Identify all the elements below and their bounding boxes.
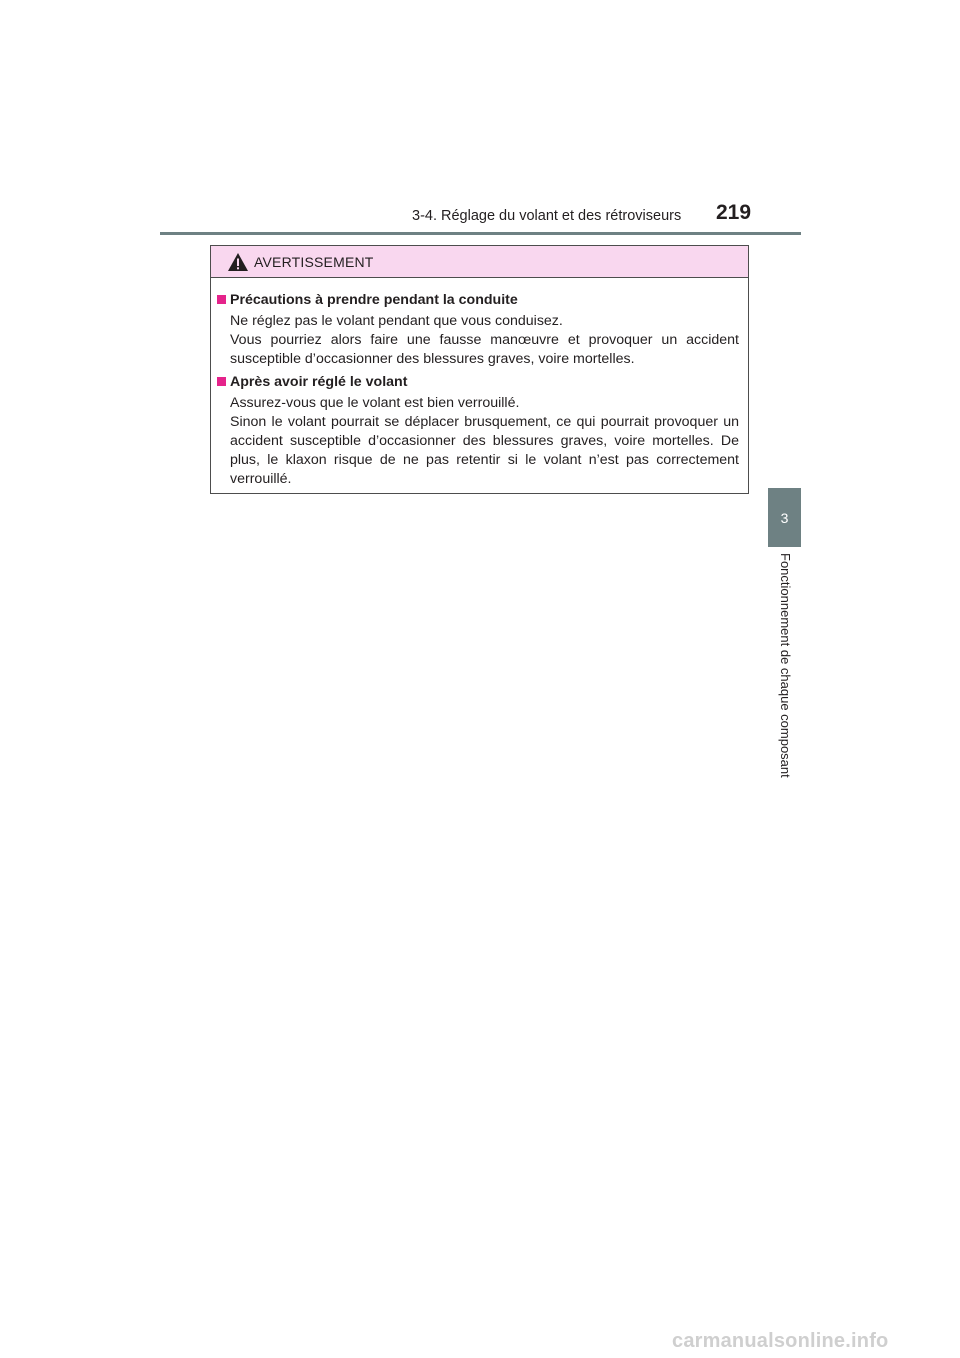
section-heading	[217, 291, 739, 310]
section-heading-text: Après avoir réglé le volant	[230, 374, 408, 390]
square-bullet-icon	[217, 295, 226, 304]
paragraph: Ne réglez pas le volant pendant que vous conduisez.	[230, 313, 563, 329]
section-heading-text: Précautions à prendre pendant la conduite	[230, 292, 518, 308]
warning-section-after-adjusting	[217, 373, 739, 489]
chapter-label: Fonctionnement de chaque composant	[778, 553, 793, 778]
header-rule	[160, 232, 801, 235]
section-text	[217, 394, 739, 489]
paragraph: Sinon le volant pourrait se déplacer brusquement, ce qui pourrait provoquer un accident susceptible d’occasionner des blessures graves, voire mortelles. De plus, le klaxon risque de ne pas retentir si le volant n’est pas correctement verrouillé.	[230, 414, 739, 487]
warning-title: AVERTISSEMENT	[254, 253, 374, 270]
page-number: 219	[716, 201, 752, 224]
section-title: 3-4. Réglage du volant et des rétroviseurs	[412, 208, 682, 224]
section-text	[217, 312, 739, 369]
warning-section-driving	[217, 291, 739, 369]
chapter-tab[interactable]	[768, 488, 801, 547]
paragraph: Assurez-vous que le volant est bien verrouillé.	[230, 395, 520, 411]
square-bullet-icon	[217, 377, 226, 386]
warning-header	[211, 246, 748, 278]
section-heading	[217, 373, 739, 392]
paragraph: Vous pourriez alors faire une fausse manœuvre et provoquer un accident susceptible d’occasionner des blessures graves, voire mortelles.	[230, 332, 739, 367]
warning-body	[211, 278, 748, 489]
chapter-number: 3	[780, 509, 789, 526]
warning-triangle-icon	[227, 252, 249, 272]
warning-box	[210, 245, 749, 494]
watermark[interactable]: carmanualsonline.info	[672, 1330, 889, 1352]
